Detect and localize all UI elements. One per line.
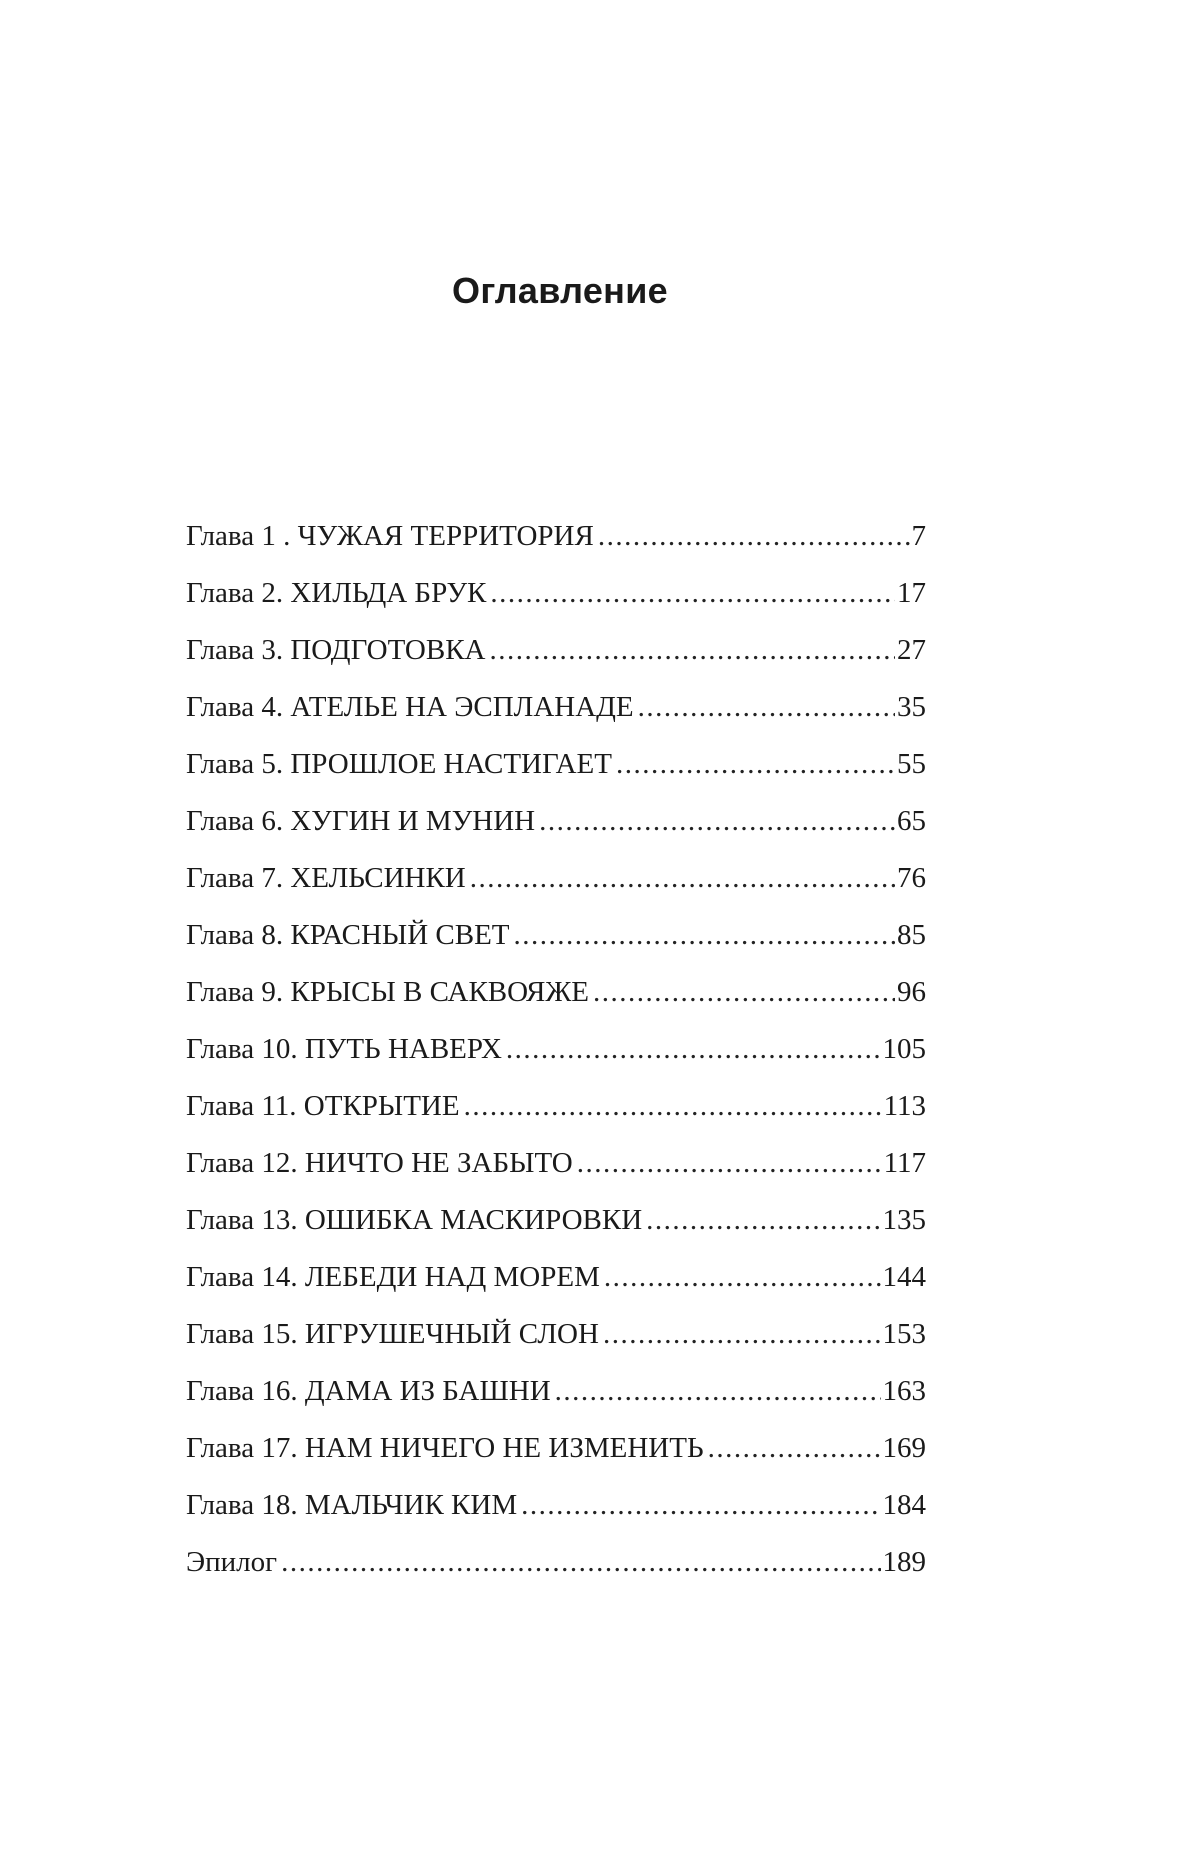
toc-entry-page: 85 — [897, 919, 926, 951]
toc-entry-label: Глава 13. ОШИБКА МАСКИРОВКИ — [186, 1204, 643, 1236]
toc-entry-label: Глава 9. КРЫСЫ В САКВОЯЖЕ — [186, 976, 590, 1008]
toc-entry-label: Глава 15. ИГРУШЕЧНЫЙ СЛОН — [186, 1318, 599, 1350]
toc-entry — [186, 1420, 926, 1477]
toc-entry — [186, 850, 926, 907]
toc-entry — [186, 1306, 926, 1363]
toc-entry-label: Глава 12. НИЧТО НЕ ЗАБЫТО — [186, 1147, 573, 1179]
toc-entry-label: Глава 3. ПОДГОТОВКА — [186, 634, 486, 666]
toc-dot-leader — [604, 1249, 881, 1306]
toc-dot-leader — [470, 850, 895, 907]
toc-dot-leader — [555, 1363, 881, 1420]
toc-entry — [186, 1249, 926, 1306]
toc-entry — [186, 1078, 926, 1135]
toc-entry — [186, 793, 926, 850]
toc-entry — [186, 1192, 926, 1249]
toc-entry-label: Глава 17. НАМ НИЧЕГО НЕ ИЗМЕНИТЬ — [186, 1432, 704, 1464]
toc-entry-page: 163 — [882, 1375, 926, 1407]
toc-entry-page: 65 — [897, 805, 926, 837]
toc-entry — [186, 964, 926, 1021]
toc-entry-page: 189 — [882, 1546, 926, 1578]
toc-entry-label: Глава 5. ПРОШЛОЕ НАСТИГАЕТ — [186, 748, 612, 780]
toc-entry-label: Глава 8. КРАСНЫЙ СВЕТ — [186, 919, 510, 951]
toc-entry-label: Глава 6. ХУГИН И МУНИН — [186, 805, 536, 837]
toc-dot-leader — [577, 1135, 882, 1192]
toc-entry-page: 76 — [897, 862, 926, 894]
toc-entry-page: 35 — [897, 691, 926, 723]
toc-entry-label: Глава 1 . ЧУЖАЯ ТЕРРИТОРИЯ — [186, 520, 594, 552]
toc-entry-page: 117 — [883, 1147, 926, 1179]
toc-dot-leader — [521, 1477, 880, 1534]
toc-entry — [186, 1135, 926, 1192]
toc-entry-label: Глава 10. ПУТЬ НАВЕРХ — [186, 1033, 502, 1065]
toc-entry — [186, 907, 926, 964]
toc-dot-leader — [593, 964, 895, 1021]
toc-entry-page: 184 — [882, 1489, 926, 1521]
toc-entry-label: Эпилог — [186, 1546, 278, 1578]
toc-entry — [186, 679, 926, 736]
toc-entry-page: 55 — [897, 748, 926, 780]
toc-entry-page: 153 — [882, 1318, 926, 1350]
toc-entry-label: Глава 4. АТЕЛЬЕ НА ЭСПЛАНАДЕ — [186, 691, 634, 723]
toc-entry — [186, 622, 926, 679]
toc-entry-label: Глава 7. ХЕЛЬСИНКИ — [186, 862, 466, 894]
toc-entry — [186, 1477, 926, 1534]
toc-dot-leader — [506, 1021, 881, 1078]
toc-entry-page: 113 — [883, 1090, 926, 1122]
toc-entry-page: 7 — [911, 520, 926, 552]
toc-list — [186, 508, 926, 1591]
toc-entry-label: Глава 14. ЛЕБЕДИ НАД МОРЕМ — [186, 1261, 600, 1293]
toc-entry — [186, 1363, 926, 1420]
toc-entry-label: Глава 16. ДАМА ИЗ БАШНИ — [186, 1375, 551, 1407]
toc-entry-page: 105 — [882, 1033, 926, 1065]
toc-entry — [186, 736, 926, 793]
toc-dot-leader — [646, 1192, 880, 1249]
toc-dot-leader — [281, 1534, 880, 1591]
toc-entry-page: 17 — [897, 577, 926, 609]
toc-dot-leader — [489, 622, 895, 679]
toc-dot-leader — [708, 1420, 881, 1477]
toc-dot-leader — [539, 793, 895, 850]
toc-entry-page: 169 — [882, 1432, 926, 1464]
toc-entry-page: 96 — [897, 976, 926, 1008]
toc-entry-label: Глава 2. ХИЛЬДА БРУК — [186, 577, 487, 609]
toc-dot-leader — [490, 565, 895, 622]
toc-entry-page: 144 — [882, 1261, 926, 1293]
toc-dot-leader — [598, 508, 910, 565]
toc-entry — [186, 565, 926, 622]
toc-dot-leader — [638, 679, 895, 736]
toc-entry — [186, 1534, 926, 1591]
toc-dot-leader — [603, 1306, 881, 1363]
toc-entry-label: Глава 18. МАЛЬЧИК КИМ — [186, 1489, 518, 1521]
toc-dot-leader — [464, 1078, 882, 1135]
toc-entry — [186, 1021, 926, 1078]
toc-dot-leader — [616, 736, 895, 793]
toc-title: Оглавление — [452, 270, 668, 311]
toc-entry-label: Глава 11. ОТКРЫТИЕ — [186, 1090, 460, 1122]
toc-entry — [186, 508, 926, 565]
toc-dot-leader — [514, 907, 895, 964]
toc-entry-page: 27 — [897, 634, 926, 666]
toc-entry-page: 135 — [882, 1204, 926, 1236]
